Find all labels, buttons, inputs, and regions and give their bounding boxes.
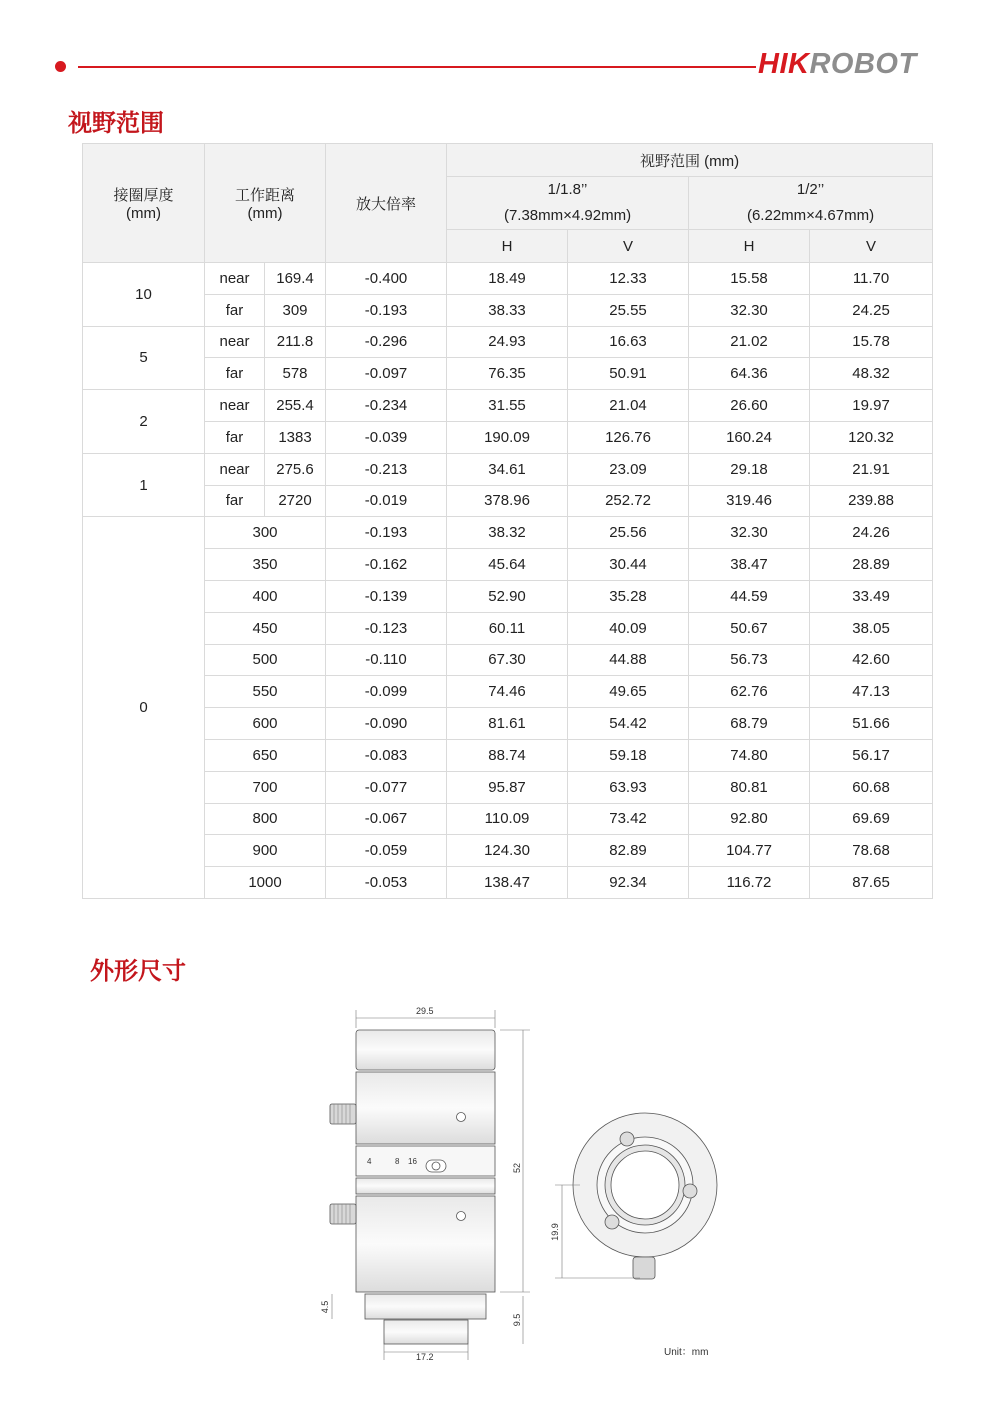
h1-value: 95.87 <box>447 771 568 803</box>
h1-value: 81.61 <box>447 708 568 740</box>
v2-value: 48.32 <box>810 358 933 390</box>
h1-value: 74.46 <box>447 676 568 708</box>
h2-value: 319.46 <box>689 485 810 517</box>
v2-value: 60.68 <box>810 771 933 803</box>
h2-value: 80.81 <box>689 771 810 803</box>
h2-value: 56.73 <box>689 644 810 676</box>
mag-value: -0.099 <box>326 676 447 708</box>
lens-side-view <box>330 1030 495 1344</box>
table-row <box>83 771 933 803</box>
dim-total-height: 52 <box>512 1162 522 1174</box>
wd-value: 400 <box>205 580 326 612</box>
table-row <box>83 358 933 390</box>
aperture-mark: 16 <box>408 1157 417 1166</box>
h2-value: 92.80 <box>689 803 810 835</box>
v1-value: 21.04 <box>568 390 689 422</box>
h2-value: 26.60 <box>689 390 810 422</box>
h1-value: 190.09 <box>447 421 568 453</box>
v2-value: 19.97 <box>810 390 933 422</box>
wd-value: 450 <box>205 612 326 644</box>
wd-tag: near <box>205 326 265 358</box>
header-ring-thickness: 接圈厚度 (mm) <box>83 144 205 263</box>
table-row <box>83 421 933 453</box>
v2-value: 69.69 <box>810 803 933 835</box>
dim-mount: 9.5 <box>512 1313 522 1327</box>
mag-value: -0.053 <box>326 867 447 899</box>
v1-value: 63.93 <box>568 771 689 803</box>
wd-tag: far <box>205 485 265 517</box>
h2-value: 62.76 <box>689 676 810 708</box>
wd-value: 900 <box>205 835 326 867</box>
mag-value: -0.083 <box>326 739 447 771</box>
mag-value: -0.234 <box>326 390 447 422</box>
wd-value: 309 <box>265 294 326 326</box>
table-row <box>83 485 933 517</box>
mag-value: -0.110 <box>326 644 447 676</box>
h2-value: 64.36 <box>689 358 810 390</box>
h1-value: 45.64 <box>447 549 568 581</box>
wd-tag: far <box>205 421 265 453</box>
section-title-dimensions: 外形尺寸 <box>90 957 186 985</box>
ring-cell: 1 <box>83 453 205 517</box>
lens-front-view <box>573 1113 717 1279</box>
v2-value: 120.32 <box>810 421 933 453</box>
v1-value: 25.55 <box>568 294 689 326</box>
wd-value: 300 <box>205 517 326 549</box>
v2-value: 51.66 <box>810 708 933 740</box>
h2-value: 68.79 <box>689 708 810 740</box>
unit-label: Unit：mm <box>664 1347 709 1358</box>
header-fov: 视野范围 (mm) <box>447 144 933 177</box>
wd-tag: far <box>205 294 265 326</box>
aperture-mark: 8 <box>395 1157 400 1166</box>
v2-value: 21.91 <box>810 453 933 485</box>
wd-tag: near <box>205 263 265 295</box>
wd-value: 800 <box>205 803 326 835</box>
table-row <box>83 517 933 549</box>
v1-value: 30.44 <box>568 549 689 581</box>
v2-value: 56.17 <box>810 739 933 771</box>
mag-value: -0.019 <box>326 485 447 517</box>
wd-value: 550 <box>205 676 326 708</box>
h1-value: 38.33 <box>447 294 568 326</box>
mag-value: -0.162 <box>326 549 447 581</box>
ring-cell: 5 <box>83 326 205 390</box>
mag-value: -0.090 <box>326 708 447 740</box>
wd-value: 700 <box>205 771 326 803</box>
wd-value: 500 <box>205 644 326 676</box>
h2-value: 32.30 <box>689 517 810 549</box>
h1-value: 18.49 <box>447 263 568 295</box>
h1-value: 378.96 <box>447 485 568 517</box>
table-row <box>83 644 933 676</box>
header-v: V <box>568 230 689 263</box>
h1-value: 88.74 <box>447 739 568 771</box>
wd-value: 275.6 <box>265 453 326 485</box>
h1-value: 76.35 <box>447 358 568 390</box>
v2-value: 87.65 <box>810 867 933 899</box>
table-row <box>83 326 933 358</box>
table-row <box>83 835 933 867</box>
v1-value: 126.76 <box>568 421 689 453</box>
h2-value: 74.80 <box>689 739 810 771</box>
mag-value: -0.139 <box>326 580 447 612</box>
mag-value: -0.193 <box>326 517 447 549</box>
v1-value: 12.33 <box>568 263 689 295</box>
v1-value: 35.28 <box>568 580 689 612</box>
v1-value: 25.56 <box>568 517 689 549</box>
v2-value: 33.49 <box>810 580 933 612</box>
v1-value: 54.42 <box>568 708 689 740</box>
wd-value: 650 <box>205 739 326 771</box>
h2-value: 44.59 <box>689 580 810 612</box>
h2-value: 38.47 <box>689 549 810 581</box>
h1-value: 138.47 <box>447 867 568 899</box>
table-row <box>83 390 933 422</box>
h1-value: 60.11 <box>447 612 568 644</box>
header-v: V <box>810 230 933 263</box>
header-sensor-1-2: 1/2’’ (6.22mm×4.67mm) <box>689 177 933 230</box>
brand-logo: HIKROBOT <box>758 48 917 80</box>
v1-value: 252.72 <box>568 485 689 517</box>
wd-value: 1000 <box>205 867 326 899</box>
wd-tag: far <box>205 358 265 390</box>
table-row <box>83 453 933 485</box>
mag-value: -0.123 <box>326 612 447 644</box>
dim-top-width: 29.5 <box>416 1006 434 1016</box>
mag-value: -0.039 <box>326 421 447 453</box>
v2-value: 28.89 <box>810 549 933 581</box>
table-row <box>83 549 933 581</box>
table-row <box>83 739 933 771</box>
header-sensor-1-1-8: 1/1.8’’ (7.38mm×4.92mm) <box>447 177 689 230</box>
v2-value: 24.26 <box>810 517 933 549</box>
header-magnification: 放大倍率 <box>326 144 447 263</box>
header-h: H <box>447 230 568 263</box>
v1-value: 23.09 <box>568 453 689 485</box>
table-row <box>83 263 933 295</box>
table-row <box>83 676 933 708</box>
v2-value: 78.68 <box>810 835 933 867</box>
wd-value: 169.4 <box>265 263 326 295</box>
v1-value: 73.42 <box>568 803 689 835</box>
wd-value: 600 <box>205 708 326 740</box>
ring-cell: 0 <box>83 517 205 899</box>
wd-value: 2720 <box>265 485 326 517</box>
v2-value: 15.78 <box>810 326 933 358</box>
ring-cell: 10 <box>83 263 205 327</box>
dim-mount-width: 17.2 <box>416 1352 434 1362</box>
v1-value: 44.88 <box>568 644 689 676</box>
table-row <box>83 580 933 612</box>
section-title-fov: 视野范围 <box>68 109 164 137</box>
v1-value: 49.65 <box>568 676 689 708</box>
h2-value: 32.30 <box>689 294 810 326</box>
wd-value: 255.4 <box>265 390 326 422</box>
table-row <box>83 867 933 899</box>
ring-cell: 2 <box>83 390 205 454</box>
h2-value: 160.24 <box>689 421 810 453</box>
lens-dimension-drawing <box>310 1000 740 1372</box>
v1-value: 16.63 <box>568 326 689 358</box>
wd-value: 578 <box>265 358 326 390</box>
h1-value: 31.55 <box>447 390 568 422</box>
header-h: H <box>689 230 810 263</box>
mag-value: -0.400 <box>326 263 447 295</box>
v1-value: 50.91 <box>568 358 689 390</box>
table-row <box>83 803 933 835</box>
v1-value: 92.34 <box>568 867 689 899</box>
h2-value: 104.77 <box>689 835 810 867</box>
table-row <box>83 612 933 644</box>
v2-value: 239.88 <box>810 485 933 517</box>
v2-value: 47.13 <box>810 676 933 708</box>
table-row <box>83 708 933 740</box>
dim-flange: 4.5 <box>320 1300 330 1314</box>
wd-tag: near <box>205 453 265 485</box>
v2-value: 24.25 <box>810 294 933 326</box>
mag-value: -0.296 <box>326 326 447 358</box>
h2-value: 29.18 <box>689 453 810 485</box>
h1-value: 24.93 <box>447 326 568 358</box>
wd-tag: near <box>205 390 265 422</box>
v2-value: 38.05 <box>810 612 933 644</box>
h1-value: 67.30 <box>447 644 568 676</box>
fov-table <box>82 143 933 899</box>
header-red-dot <box>55 61 66 72</box>
h2-value: 116.72 <box>689 867 810 899</box>
mag-value: -0.059 <box>326 835 447 867</box>
h2-value: 50.67 <box>689 612 810 644</box>
table-row <box>83 294 933 326</box>
mag-value: -0.213 <box>326 453 447 485</box>
v1-value: 82.89 <box>568 835 689 867</box>
header-red-line <box>78 66 756 68</box>
h1-value: 38.32 <box>447 517 568 549</box>
aperture-mark: 4 <box>367 1157 372 1166</box>
mag-value: -0.067 <box>326 803 447 835</box>
wd-value: 211.8 <box>265 326 326 358</box>
h1-value: 52.90 <box>447 580 568 612</box>
h1-value: 124.30 <box>447 835 568 867</box>
header-working-distance: 工作距离 (mm) <box>205 144 326 263</box>
h1-value: 34.61 <box>447 453 568 485</box>
dim-axis-height: 19.9 <box>550 1223 560 1241</box>
v1-value: 59.18 <box>568 739 689 771</box>
v1-value: 40.09 <box>568 612 689 644</box>
h1-value: 110.09 <box>447 803 568 835</box>
h2-value: 15.58 <box>689 263 810 295</box>
wd-value: 350 <box>205 549 326 581</box>
v2-value: 11.70 <box>810 263 933 295</box>
mag-value: -0.097 <box>326 358 447 390</box>
v2-value: 42.60 <box>810 644 933 676</box>
mag-value: -0.193 <box>326 294 447 326</box>
wd-value: 1383 <box>265 421 326 453</box>
h2-value: 21.02 <box>689 326 810 358</box>
mag-value: -0.077 <box>326 771 447 803</box>
